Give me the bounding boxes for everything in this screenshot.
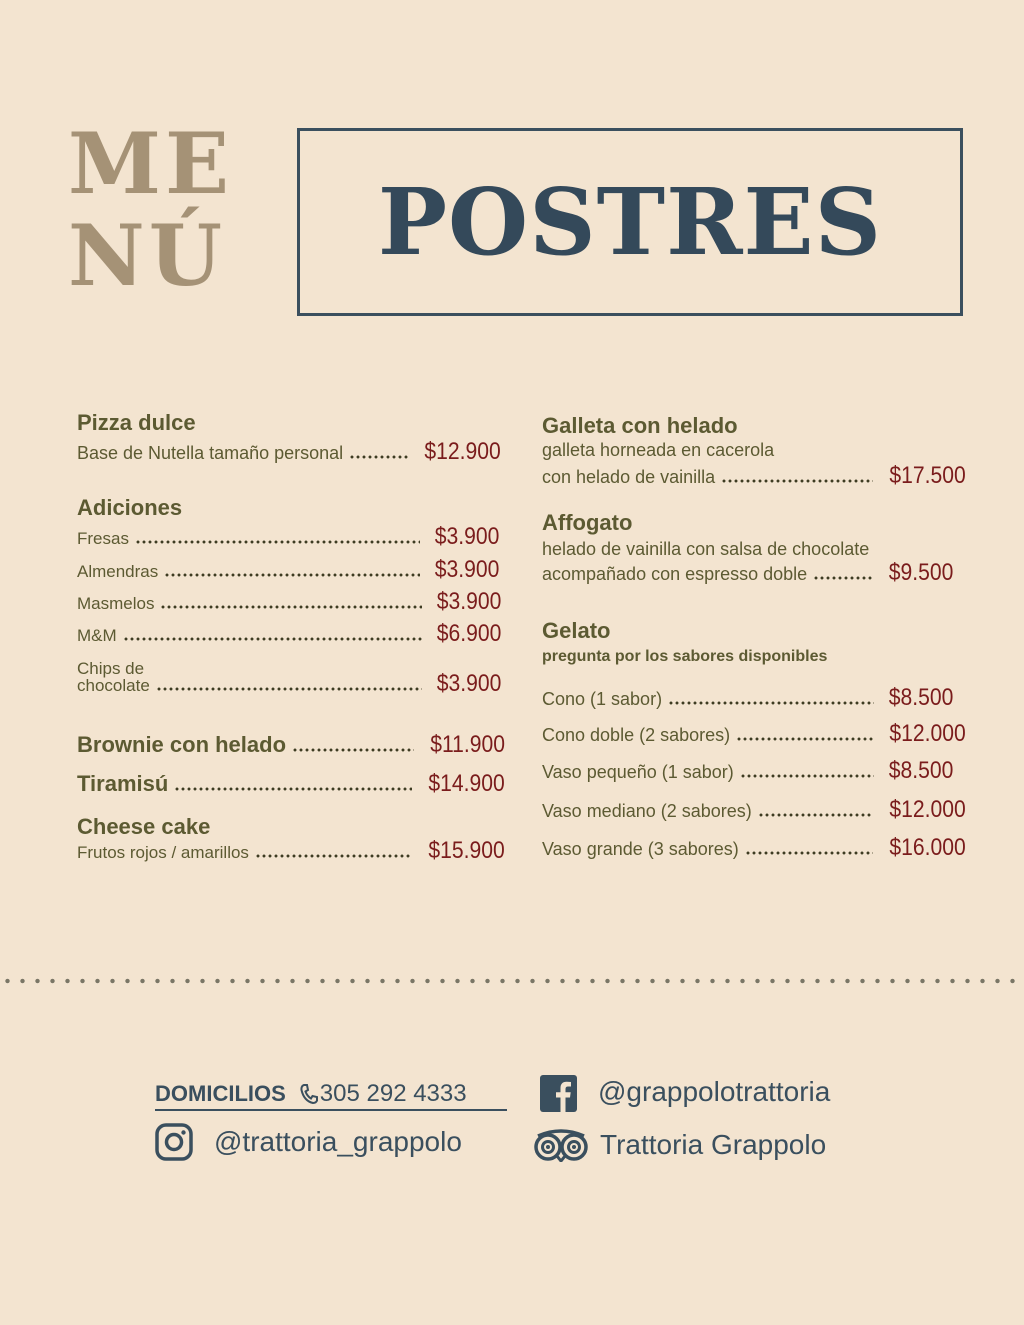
item-label: M&M	[77, 626, 117, 645]
cheesecake-title: Cheese cake	[77, 814, 211, 839]
menu-item-cono-doble	[542, 720, 966, 748]
dot-leader	[174, 787, 412, 791]
item-label: Fresas	[77, 529, 129, 548]
adiciones-title: Adiciones	[77, 495, 183, 520]
phone-icon	[300, 1084, 318, 1104]
item-label: con helado de vainilla	[542, 467, 716, 487]
menu-word-line2: NÚ	[68, 206, 227, 305]
item-price: $12.900	[424, 438, 501, 465]
item-price: $8.500	[888, 757, 953, 784]
page-title: POSTRES	[377, 168, 883, 276]
item-price: $3.900	[434, 556, 499, 583]
menu-word-line1: ME	[68, 114, 234, 213]
galleta-title: Galleta con helado	[542, 413, 738, 438]
chips-label-line1: Chips de	[77, 659, 145, 678]
item-label: Vaso mediano (2 sabores)	[542, 801, 752, 821]
gelato-title: Gelato	[542, 618, 611, 643]
item-price: $3.900	[434, 523, 499, 550]
item-price: $16.000	[889, 834, 966, 861]
item-price: $3.900	[436, 588, 501, 615]
menu-item-vaso-grande	[542, 834, 966, 862]
item-label: acompañado con espresso doble	[542, 564, 808, 584]
item-label: chocolate	[77, 676, 150, 695]
menu-word	[68, 114, 234, 305]
dot-leader	[255, 854, 412, 858]
facebook-handle[interactable]: @grappolotrattoria	[598, 1076, 831, 1107]
instagram-handle[interactable]: @trattoria_grappolo	[214, 1126, 462, 1157]
dot-leader	[349, 455, 408, 459]
item-price: $8.500	[888, 684, 953, 711]
menu-item-cheesecake	[77, 837, 505, 865]
phone-number[interactable]: 305 292 4333	[319, 1079, 467, 1107]
menu-item-tiramisu	[77, 770, 505, 798]
menu-item-chips	[77, 670, 501, 698]
menu-item-almendras	[77, 556, 499, 584]
item-label: Masmelos	[77, 594, 155, 613]
page-title-box	[297, 128, 963, 316]
menu-item-cono	[542, 684, 953, 712]
dot-leader	[164, 573, 419, 577]
item-price: $12.000	[889, 796, 966, 823]
dot-leader	[740, 774, 874, 778]
affogato-desc: helado de vainilla con salsa de chocolate	[542, 539, 870, 559]
menu-item-vaso-mediano	[542, 796, 966, 824]
item-label: Cono doble (2 sabores)	[542, 725, 731, 745]
instagram-icon[interactable]	[155, 1123, 193, 1166]
galleta-desc: galleta horneada en cacerola	[542, 440, 775, 460]
item-price: $12.000	[889, 720, 966, 747]
item-label: Vaso grande (3 sabores)	[542, 839, 739, 859]
dot-leader	[156, 687, 422, 691]
delivery-label: DOMICILIOS	[155, 1080, 286, 1106]
dotted-divider	[0, 978, 1024, 984]
dot-leader	[721, 479, 873, 483]
item-price: $9.500	[888, 559, 953, 586]
menu-item-affogato	[542, 559, 953, 587]
gelato-note: pregunta por los sabores disponibles	[542, 648, 828, 665]
item-label: Tiramisú	[77, 771, 169, 796]
item-price: $3.900	[436, 670, 501, 697]
menu-item-fresas	[77, 523, 499, 551]
tripadvisor-icon[interactable]	[532, 1128, 590, 1167]
item-label: Almendras	[77, 562, 159, 581]
item-label: Cono (1 sabor)	[542, 689, 663, 709]
dot-leader	[813, 576, 873, 580]
dot-leader	[292, 748, 414, 752]
pizza-title: Pizza dulce	[77, 410, 196, 435]
facebook-icon[interactable]	[540, 1075, 577, 1117]
item-label: Brownie con helado	[77, 732, 287, 757]
menu-item-vaso-pequeno	[542, 757, 953, 785]
menu-item-masmelos	[77, 588, 501, 616]
menu-item-galleta	[542, 462, 966, 490]
dot-leader	[123, 637, 422, 641]
dot-leader	[135, 540, 420, 544]
menu-item-pizza	[77, 438, 501, 466]
item-price: $15.900	[428, 837, 505, 864]
item-price: $11.900	[430, 731, 505, 758]
delivery-line	[155, 1078, 507, 1111]
dot-leader	[736, 737, 873, 741]
menu-item-mm	[77, 620, 501, 648]
item-price: $17.500	[889, 462, 966, 489]
dot-leader	[758, 813, 873, 817]
dot-leader	[745, 851, 873, 855]
item-label: Frutos rojos / amarillos	[77, 843, 249, 862]
dot-leader	[668, 701, 874, 705]
tripadvisor-name[interactable]: Trattoria Grappolo	[600, 1129, 827, 1160]
menu-item-brownie	[77, 731, 505, 759]
item-price: $6.900	[436, 620, 501, 647]
affogato-title: Affogato	[542, 510, 633, 535]
item-price: $14.900	[428, 770, 505, 797]
dot-leader	[160, 605, 421, 609]
item-label: Base de Nutella tamaño personal	[77, 443, 344, 463]
item-label: Vaso pequeño (1 sabor)	[542, 762, 734, 782]
